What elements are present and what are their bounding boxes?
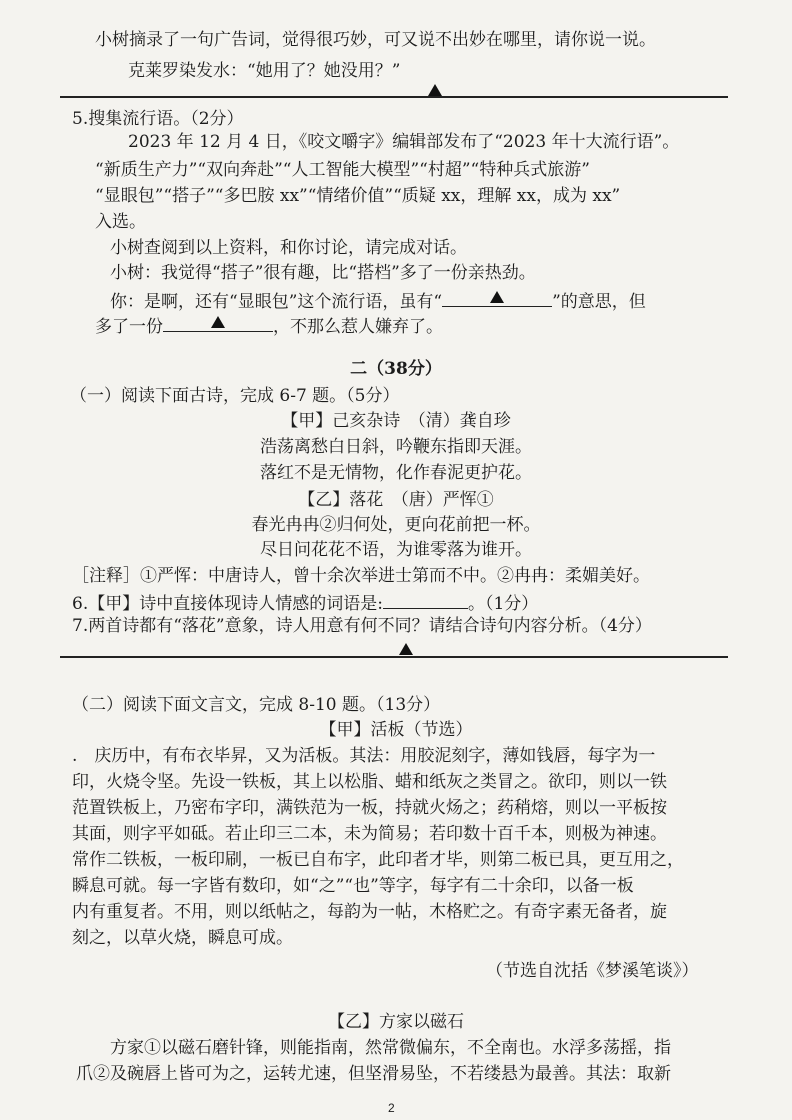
text-a-line: 刻之，以草火烧，瞬息可成。: [72, 928, 293, 948]
text-a-title: 【甲】活板（节选）: [319, 720, 473, 740]
q5-title: 5.搜集流行语。（2分）: [72, 109, 244, 129]
answer-divider-2: [60, 656, 728, 658]
text-a-line: 瞬息可就。每一字皆有数印，如“之”“也”等字，每字有二十余印，以备一板: [72, 876, 634, 896]
q5-paragraph: 2023 年 12 月 4 日，《咬文嚼字》编辑部发布了“2023 年十大流行语”。: [128, 132, 680, 152]
text-b-line: 方家①以磁石磨针锋，则能指南，然常微偏东，不全南也。水浮多荡摇，指: [110, 1038, 671, 1058]
question-6-text: 6.【甲】诗中直接体现诗人情感的词语是:: [72, 594, 383, 614]
text-b-line: 爪②及碗唇上皆可为之，运转尤速，但坚滑易坠，不若缕悬为最善。其法：取新: [76, 1064, 671, 1084]
q5-dialogue-text: 多了一份: [95, 317, 163, 337]
poem-note: ［注释］①严恽：中唐诗人，曾十余次举进士第而不中。②冉冉：柔媚美好。: [72, 566, 650, 586]
q5-paragraph: 入选。: [95, 212, 146, 232]
poem2-title: 【乙】落花 （唐）严恽①: [298, 490, 494, 510]
answer-marker-icon: [399, 643, 413, 655]
answer-blank[interactable]: [163, 313, 273, 332]
answer-blank[interactable]: [442, 288, 552, 307]
text-a-line: 印，火烧令坚。先设一铁板，其上以松脂、蜡和纸灰之类冒之。欲印，则以一铁: [72, 772, 667, 792]
q5-dialogue: [110, 288, 646, 313]
poem2-line: 尽日问花花不语，为谁零落为谁开。: [260, 540, 532, 560]
q5-dialogue-text: ，不那么惹人嫌弃了。: [273, 317, 443, 337]
answer-divider-1: [60, 96, 728, 98]
question-7: 7.两首诗都有“落花”意象，诗人用意有何不同？请结合诗句内容分析。（4分）: [72, 616, 652, 636]
answer-marker-icon: [428, 84, 442, 96]
poem1-line: 浩荡离愁白日斜，吟鞭东指即天涯。: [260, 437, 532, 457]
text-a-line: 常作二铁板，一板印刷，一板已自布字，此印者才毕，则第二板已具，更互用之，: [72, 850, 684, 870]
text-a-line: . 庆历中，有布衣毕昇，又为活板。其法：用胶泥刻字，薄如钱唇，每字为一: [72, 746, 656, 766]
question-6-points: 。（1分）: [467, 594, 539, 614]
answer-marker-icon: [490, 291, 504, 303]
q5-dialogue-text: 你：是啊，还有“显眼包”这个流行语，虽有“: [110, 292, 443, 312]
text-a-source: （节选自沈括《梦溪笔谈》）: [486, 961, 699, 981]
part2-title: （二）阅读下面文言文，完成 8-10 题。（13分）: [72, 695, 441, 715]
poem1-line: 落红不是无情物，化作春泥更护花。: [260, 463, 532, 483]
q5-dialogue-text: ”的意思，但: [552, 292, 646, 312]
answer-marker-icon: [211, 316, 225, 328]
text-a-line: 范置铁板上，乃密布字印，满铁范为一板，持就火炀之；药稍熔，则以一平板按: [72, 798, 667, 818]
part1-title: （一）阅读下面古诗，完成 6-7 题。（5分）: [70, 386, 400, 406]
q5-dialogue: [95, 313, 443, 338]
answer-blank[interactable]: [383, 590, 468, 609]
text-a-line: 内有重复者。不用，则以纸帖之，每韵为一帖，木格贮之。有奇字素无备者，旋: [72, 902, 667, 922]
section-heading: 二（38分）: [350, 359, 442, 379]
q5-paragraph: 小树查阅到以上资料，和你讨论，请完成对话。: [110, 238, 467, 258]
q5-paragraph: “新质生产力”“双向奔赴”“人工智能大模型”“村超”“特种兵式旅游”: [95, 160, 590, 180]
poem2-line: 春光冉冉②归何处，更向花前把一杯。: [251, 515, 541, 535]
q5-paragraph: “显眼包”“搭子”“多巴胺 xx”“情绪价值”“质疑 xx，理解 xx，成为 xx”: [95, 186, 621, 206]
text-a-line: 其面，则字平如砥。若止印三二本，未为简易；若印数十百千本，则极为神速。: [72, 824, 667, 844]
page-number: 2: [388, 1101, 395, 1115]
q4-intro: 小树摘录了一句广告词，觉得很巧妙，可又说不出妙在哪里，请你说一说。: [95, 30, 656, 50]
q5-dialogue: 小树：我觉得“搭子”很有趣，比“搭档”多了一份亲热劲。: [110, 263, 536, 283]
q4-slogan: 克莱罗染发水：“她用了？她没用？”: [128, 61, 401, 81]
text-b-title: 【乙】方家以磁石: [328, 1012, 464, 1032]
question-6: [72, 590, 538, 615]
poem1-title: 【甲】己亥杂诗 （清）龚自珍: [281, 411, 511, 431]
